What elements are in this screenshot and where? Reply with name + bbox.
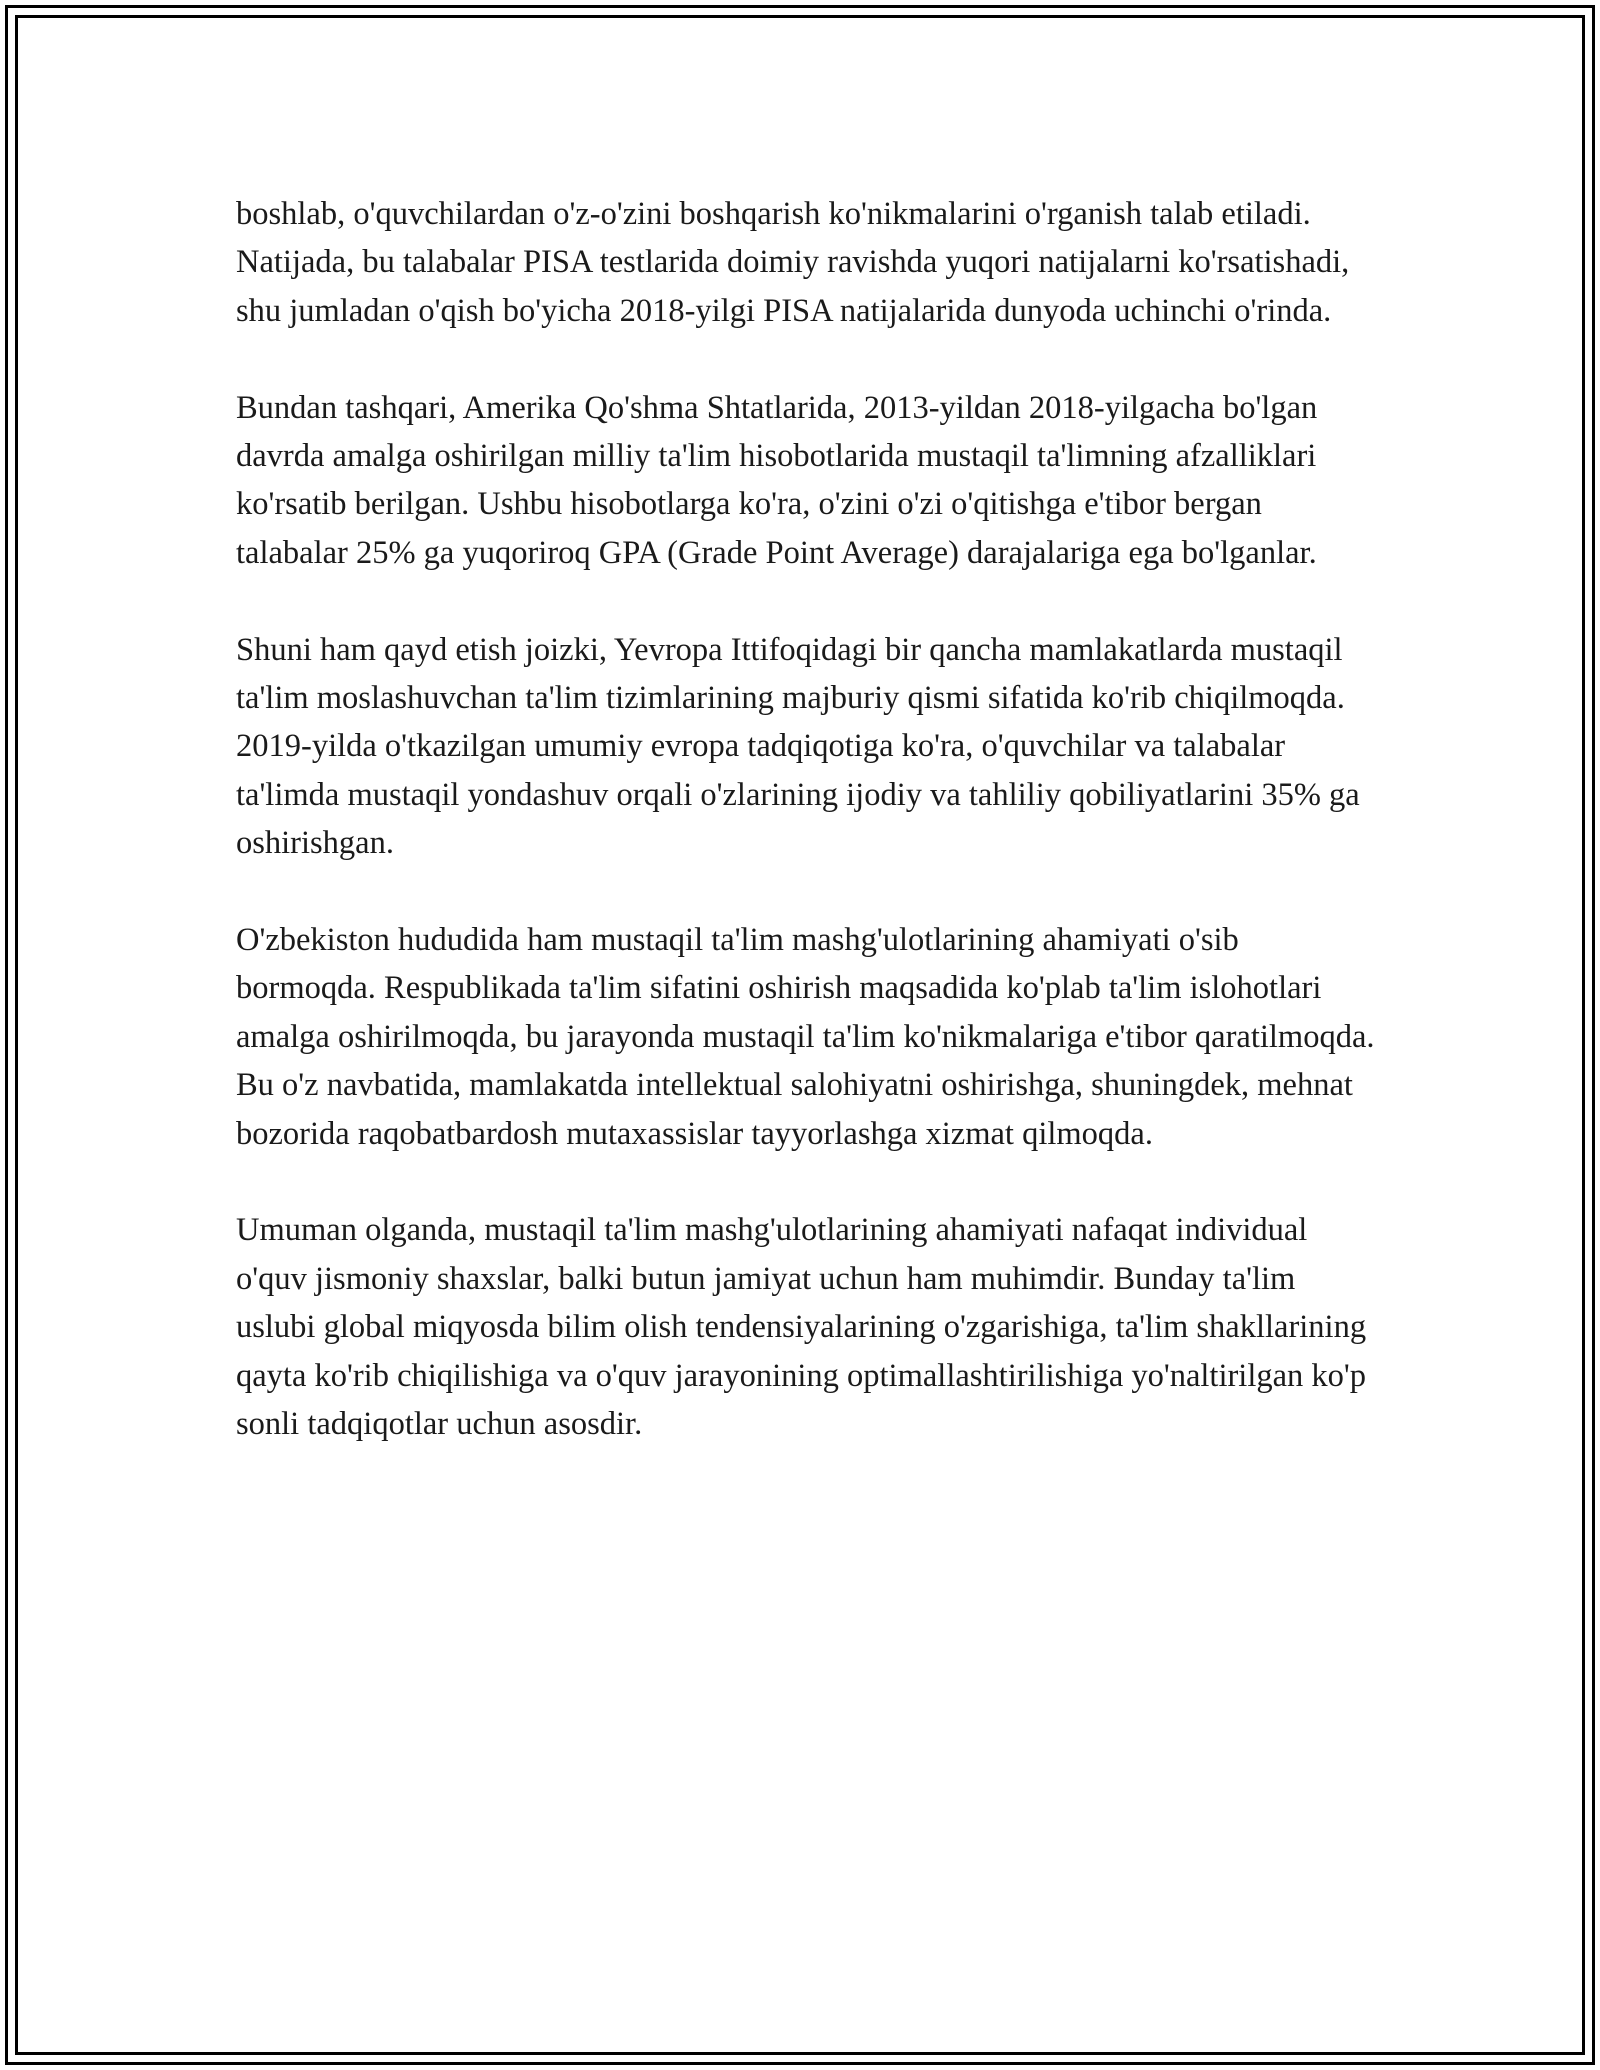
paragraph-4: O'zbekiston hududida ham mustaqil ta'lim mashg'ulotlarining ahamiyati o'sib bormoqda. Respublikada ta'lim sifatini oshirish maqsadida ko'plab ta'lim islohotlari amalga oshirilmoqda, bu jarayonda mustaqil ta'lim ko'nikmalariga e'tibor qaratilmoqda. Bu o'z navbatida, mamlakatda intellektual salohiyatni oshirishga, shuningdek, mehnat bozorida raqobatbardosh mutaxassislar tayyorlashga xizmat qilmoqda.	[236, 922, 1375, 1152]
paragraph-3: Shuni ham qayd etish joizki, Yevropa Ittifoqidagi bir qancha mamlakatlarda mustaqil ta'lim moslashuvchan ta'lim tizimlarining majburiy qismi sifatida ko'rib chiqilmoqda. 2019-yilda o'tkazilgan umumiy evropa tadqiqotiga ko'ra, o'quvchilar va talabalar ta'limda mustaqil yondashuv orqali o'zlarining ijodiy va tahliliy qobiliyatlarini 35% ga oshirishgan.	[236, 631, 1360, 862]
paragraph-1: boshlab, o'quvchilardan o'z-o'zini boshqarish ko'nikmalarini o'rganish talab etiladi. Natijada, bu talabalar PISA testlarida doimiy ravishda yuqori natijalarni ko'rsatishadi, shu jumladan o'qish bo'yicha 2018-yilgi PISA natijalarida dunyoda uchinchi o'rinda.	[236, 196, 1350, 329]
paragraph-5: Umuman olganda, mustaqil ta'lim mashg'ulotlarining ahamiyati nafaqat individual o'quv jismoniy shaxslar, balki butun jamiyat uchun ham muhimdir. Bunday ta'lim uslubi global miqyosda bilim olish tendensiyalarining o'zgarishiga, ta'lim shakllarining qayta ko'rib chiqilishiga va o'quv jarayonining optimallashtirilishiga yo'naltirilgan ko'p sonli tadqiqotlar uchun asosdir.	[236, 1212, 1367, 1443]
paragraph-2: Bundan tashqari, Amerika Qo'shma Shtatlarida, 2013-yildan 2018-yilgacha bo'lgan davrda amalga oshirilgan milliy ta'lim hisobotlarida mustaqil ta'limning afzalliklari ko'rsatib berilgan. Ushbu hisobotlarga ko'ra, o'zini o'zi o'qitishga e'tibor bergan talabalar 25% ga yuqoriroq GPA (Grade Point Average) darajalariga ega bo'lganlar.	[236, 389, 1318, 571]
document-body	[236, 190, 1376, 1449]
